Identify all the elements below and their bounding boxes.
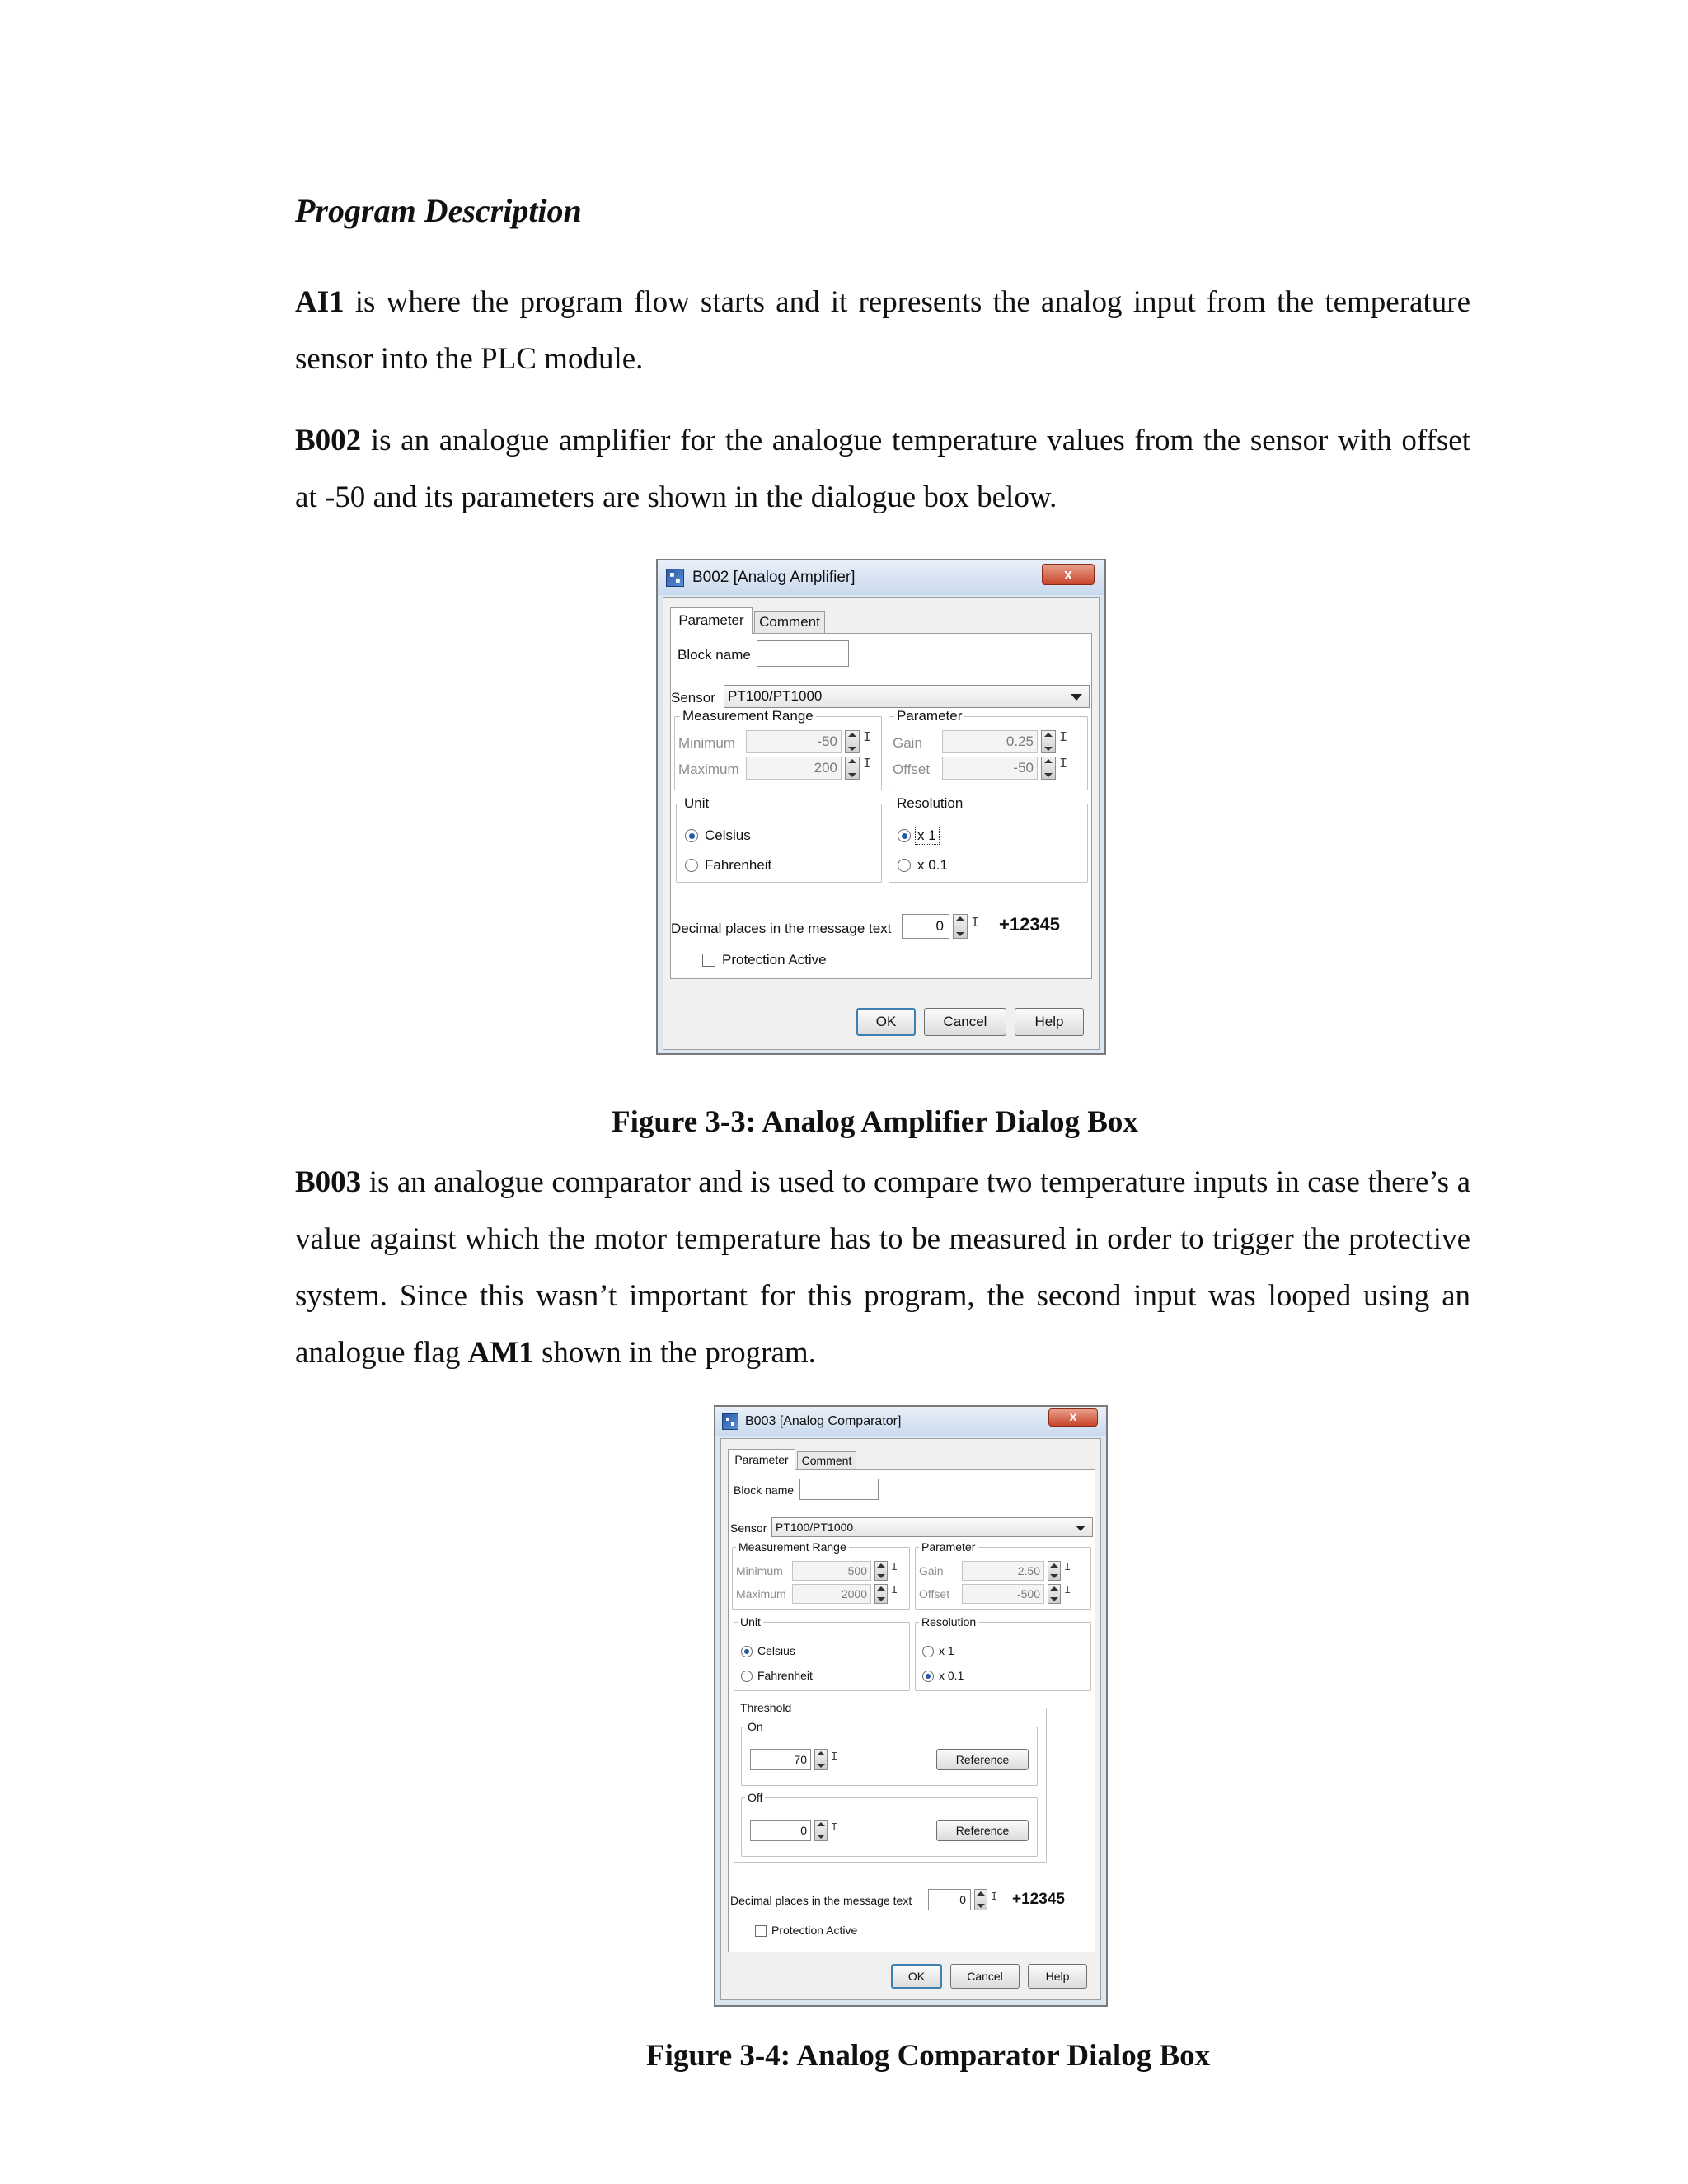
on-threshold-spinner[interactable]	[814, 1749, 828, 1770]
sensor-value: PT100/PT1000	[776, 1521, 854, 1534]
paragraph-b003	[295, 1154, 1470, 1381]
paragraph-b003-text-end: shown in the program.	[533, 1336, 816, 1370]
protection-checkbox[interactable]	[755, 1925, 767, 1937]
x1-label	[917, 827, 936, 844]
resolution-group	[915, 1615, 1091, 1691]
tab-comment[interactable]: Comment	[754, 611, 825, 634]
protection-label: Protection Active	[722, 952, 827, 968]
text-cursor-icon: I	[1059, 730, 1068, 746]
figure-caption-3-4: Figure 3-4: Analog Comparator Dialog Box	[646, 2039, 1211, 2073]
maximum-field[interactable]: 200	[746, 757, 842, 780]
dialog-client	[663, 597, 1100, 1050]
focus-rect	[915, 827, 940, 845]
sensor-select[interactable]	[724, 685, 1090, 708]
parameter-pane	[670, 633, 1092, 979]
measurement-range-label: Measurement Range	[680, 708, 816, 724]
fahrenheit-label: Fahrenheit	[705, 857, 772, 873]
text-cursor-icon: I	[891, 1561, 898, 1574]
unit-label: Unit	[738, 1615, 763, 1629]
ok-button[interactable]: OK	[856, 1008, 916, 1036]
threshold-on-group	[741, 1720, 1038, 1786]
decimal-places-field[interactable]: 0	[902, 914, 950, 939]
sensor-select[interactable]	[771, 1517, 1093, 1537]
x1-radio[interactable]	[898, 829, 911, 842]
protection-label: Protection Active	[771, 1924, 858, 1937]
text-cursor-icon: I	[1064, 1561, 1071, 1574]
maximum-label: Maximum	[736, 1587, 786, 1601]
minimum-field[interactable]: -500	[792, 1561, 871, 1581]
x01-label: x 0.1	[917, 857, 948, 873]
x01-label: x 0.1	[939, 1669, 964, 1682]
minimum-field[interactable]: -50	[746, 730, 842, 753]
offset-field[interactable]: -50	[942, 757, 1038, 780]
paragraph-b003-text: is an analogue comparator and is used to compare two temperature inputs in case there’s a value against which the motor temperature has to be measured in order to trigger the protective system. Since this wasn’t important for this program, the second input was looped using an analogue flag	[295, 1165, 1470, 1370]
chevron-down-icon	[1076, 1526, 1085, 1531]
comparator-dialog	[714, 1405, 1108, 2007]
dialog-client	[720, 1438, 1101, 2000]
decimal-places-spinner[interactable]	[974, 1889, 987, 1910]
decimal-places-spinner[interactable]	[953, 914, 968, 939]
on-label: On	[745, 1720, 766, 1733]
message-preview: +12345	[1012, 1891, 1065, 1908]
dialog-title: B002 [Analog Amplifier]	[692, 569, 856, 586]
celsius-label: Celsius	[757, 1644, 795, 1657]
figure-caption-3-3: Figure 3-3: Analog Amplifier Dialog Box	[612, 1105, 1138, 1139]
offset-spinner[interactable]	[1048, 1584, 1061, 1604]
tab-parameter[interactable]: Parameter	[670, 607, 753, 634]
offset-spinner[interactable]	[1041, 757, 1056, 780]
tab-comment[interactable]: Comment	[797, 1451, 856, 1470]
parameter-group	[889, 708, 1088, 790]
help-button[interactable]: Help	[1015, 1008, 1084, 1036]
parameter-group	[915, 1540, 1091, 1610]
off-label: Off	[745, 1791, 765, 1804]
protection-checkbox[interactable]	[702, 954, 715, 967]
resolution-label: Resolution	[894, 795, 965, 812]
text-cursor-icon: I	[831, 1750, 838, 1764]
decimal-places-label: Decimal places in the message text	[671, 921, 892, 936]
celsius-label: Celsius	[705, 827, 751, 843]
fahrenheit-radio[interactable]	[685, 859, 698, 872]
gain-spinner[interactable]	[1048, 1561, 1061, 1581]
block-name-label: Block name	[678, 647, 751, 663]
unit-group	[676, 795, 882, 883]
gain-spinner[interactable]	[1041, 730, 1056, 753]
maximum-spinner[interactable]	[874, 1584, 888, 1604]
off-reference-button[interactable]: Reference	[936, 1820, 1029, 1841]
resolution-group	[889, 795, 1088, 883]
ok-button[interactable]: OK	[891, 1964, 942, 1989]
parameter-group-label: Parameter	[894, 708, 964, 724]
text-cursor-icon: I	[831, 1821, 838, 1835]
minimum-label: Minimum	[736, 1564, 783, 1577]
x1-text: x 1	[917, 827, 936, 843]
help-button[interactable]: Help	[1028, 1964, 1087, 1989]
paragraph-b002	[295, 412, 1470, 526]
gain-label: Gain	[893, 735, 922, 751]
decimal-places-label: Decimal places in the message text	[730, 1894, 912, 1907]
on-threshold-field[interactable]: 70	[750, 1749, 811, 1770]
minimum-spinner[interactable]	[845, 730, 860, 753]
minimum-label: Minimum	[678, 735, 735, 751]
gain-label: Gain	[919, 1564, 944, 1577]
app-icon	[666, 569, 684, 587]
chevron-down-icon	[1071, 694, 1082, 701]
block-name-label: Block name	[734, 1483, 795, 1497]
dialog-titlebar	[658, 560, 1104, 595]
minimum-spinner[interactable]	[874, 1561, 888, 1581]
message-preview: +12345	[999, 914, 1061, 935]
resolution-label: Resolution	[919, 1615, 978, 1629]
unit-group	[734, 1615, 910, 1691]
block-name-input[interactable]	[757, 640, 849, 667]
fahrenheit-radio[interactable]	[741, 1671, 753, 1682]
text-cursor-icon: I	[891, 1584, 898, 1597]
term-b002: B002	[295, 424, 362, 457]
sensor-label: Sensor	[730, 1521, 767, 1535]
paragraph-ai1	[295, 274, 1470, 387]
amplifier-dialog	[656, 559, 1106, 1055]
offset-field[interactable]: -500	[962, 1584, 1044, 1604]
term-ai1: AI1	[295, 285, 345, 319]
x01-radio[interactable]	[898, 859, 911, 872]
gain-field[interactable]: 2.50	[962, 1561, 1044, 1581]
fahrenheit-label: Fahrenheit	[757, 1669, 813, 1682]
measurement-range-group	[732, 1540, 910, 1610]
threshold-label: Threshold	[738, 1701, 794, 1714]
off-threshold-field[interactable]: 0	[750, 1820, 811, 1841]
paragraph-b002-text: is an analogue amplifier for the analogue temperature values from the sensor with offset at -50 and its parameters are shown in the dialogue box below.	[295, 424, 1470, 514]
paragraph-ai1-text: is where the program flow starts and it represents the analog input from the temperature sensor into the PLC module.	[295, 285, 1470, 376]
celsius-radio[interactable]	[741, 1646, 753, 1657]
unit-label: Unit	[682, 795, 711, 812]
x01-radio[interactable]	[922, 1671, 934, 1682]
dialog-titlebar	[715, 1407, 1106, 1436]
term-am1: AM1	[467, 1336, 534, 1370]
sensor-value: PT100/PT1000	[728, 688, 823, 704]
threshold-off-group	[741, 1791, 1038, 1857]
text-cursor-icon: I	[863, 730, 872, 746]
threshold-group	[734, 1701, 1047, 1863]
decimal-places-field[interactable]: 0	[928, 1889, 971, 1910]
on-reference-button[interactable]: Reference	[936, 1749, 1029, 1770]
app-icon	[722, 1413, 738, 1430]
offset-label: Offset	[893, 762, 931, 777]
tab-parameter[interactable]: Parameter	[728, 1449, 795, 1470]
text-cursor-icon: I	[1059, 757, 1068, 772]
off-threshold-spinner[interactable]	[814, 1820, 828, 1841]
text-cursor-icon: I	[971, 916, 980, 931]
maximum-field[interactable]: 2000	[792, 1584, 871, 1604]
cancel-button[interactable]: Cancel	[950, 1964, 1020, 1989]
x1-radio[interactable]	[922, 1646, 934, 1657]
parameter-group-label: Parameter	[919, 1540, 978, 1554]
term-b003: B003	[295, 1165, 362, 1199]
measurement-range-group	[674, 708, 882, 790]
block-name-input[interactable]	[799, 1479, 879, 1500]
text-cursor-icon: I	[1064, 1584, 1071, 1597]
close-icon[interactable]: x	[1042, 564, 1095, 585]
maximum-spinner[interactable]	[845, 757, 860, 780]
measurement-range-label: Measurement Range	[736, 1540, 849, 1554]
sensor-label: Sensor	[671, 690, 715, 705]
text-cursor-icon: I	[863, 757, 872, 772]
gain-field[interactable]: 0.25	[942, 730, 1038, 753]
celsius-radio[interactable]	[685, 829, 698, 842]
text-cursor-icon: I	[991, 1891, 998, 1904]
close-icon[interactable]: x	[1048, 1408, 1098, 1427]
parameter-pane	[728, 1469, 1095, 1952]
maximum-label: Maximum	[678, 762, 739, 777]
section-heading: Program Description	[295, 192, 582, 229]
dialog-title: B003 [Analog Comparator]	[745, 1414, 902, 1428]
x1-label: x 1	[939, 1644, 954, 1657]
cancel-button[interactable]: Cancel	[924, 1008, 1006, 1036]
offset-label: Offset	[919, 1587, 950, 1601]
